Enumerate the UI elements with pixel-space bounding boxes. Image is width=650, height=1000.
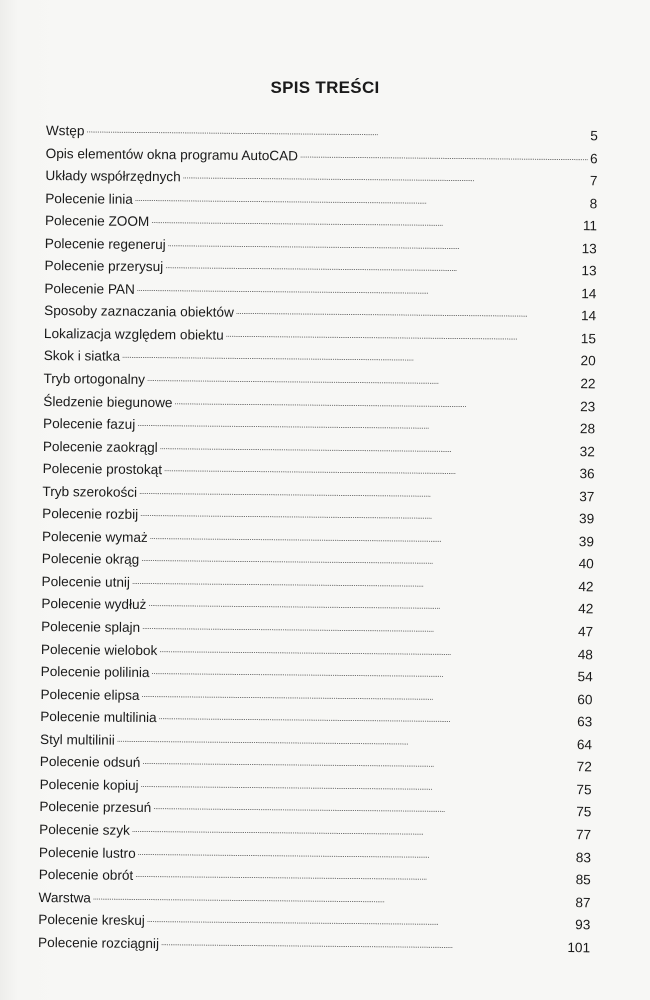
toc-entry-page-number: 13 (581, 263, 597, 279)
toc-entry-page-number: 20 (580, 353, 596, 369)
toc-dot-leader (142, 622, 576, 636)
toc-entry-page-number: 93 (575, 917, 591, 933)
toc-dot-leader (141, 780, 575, 794)
toc-entry-label: Tryb szerokości (42, 483, 138, 500)
toc-entry-page-number: 72 (576, 759, 592, 775)
toc-entry-label: Wstęp (45, 122, 85, 139)
toc-entry-label: Układy współrzędnych (45, 168, 181, 185)
toc-entry-label: Lokalizacja względem obiektu (43, 325, 224, 343)
toc-dot-leader (151, 216, 581, 230)
toc-dot-leader (153, 802, 574, 816)
toc-entry-page-number: 7 (589, 173, 598, 189)
toc-entry-label: Polecenie utnij (41, 573, 131, 590)
toc-dot-leader (141, 690, 575, 704)
toc-entry-label: Opis elementów okna programu AutoCAD (45, 145, 299, 163)
toc-entry-label: Polecenie szyk (39, 821, 130, 838)
toc-entry-page-number: 5 (590, 128, 598, 144)
toc-entry-label: Polecenie polilinia (40, 664, 150, 681)
toc-entry-label: Sposoby zaznaczania obiektów (44, 303, 234, 321)
toc-dot-leader (147, 374, 578, 388)
toc-entry-page-number: 64 (576, 736, 593, 753)
toc-dot-leader (161, 938, 565, 952)
toc-entry-label: Polecenie okrąg (41, 551, 140, 568)
toc-entry-page-number: 63 (577, 714, 593, 730)
toc-entry-label: Tryb ortogonalny (43, 371, 146, 387)
toc-dot-leader (93, 892, 574, 907)
toc-entry-label: Polecenie PAN (44, 280, 135, 297)
toc-dot-leader (175, 397, 579, 411)
toc-entry-label: Polecenie odsuń (39, 754, 141, 771)
toc-entry-label: Polecenie przerysuj (44, 258, 164, 275)
toc-entry-page-number: 36 (579, 466, 595, 482)
toc-entry-page-number: 14 (581, 285, 597, 302)
toc-dot-leader (236, 307, 579, 320)
toc-entry-label: Polecenie kopiuj (39, 776, 139, 793)
toc-dot-leader (137, 419, 578, 433)
toc-entry-page-number: 6 (590, 150, 598, 166)
toc-dot-leader (150, 532, 577, 546)
toc-dot-leader (142, 757, 574, 771)
toc-entry-label: Polecenie elipsa (40, 686, 140, 703)
toc-entry-label: Polecenie prostokąt (42, 461, 163, 478)
toc-entry-page-number: 47 (577, 624, 594, 640)
toc-entry-label: Skok i siatka (43, 348, 121, 365)
toc-dot-leader (137, 284, 580, 298)
toc-entry-page-number: 8 (589, 195, 598, 211)
toc-entry-page-number: 14 (580, 308, 597, 324)
toc-dot-leader (300, 150, 588, 163)
toc-entry-label: Polecenie wielobok (40, 641, 158, 658)
toc-entry-label: Polecenie fazuj (43, 416, 136, 432)
toc-entry-label: Polecenie multilinia (40, 709, 157, 726)
toc-entry-label: Warstwa (38, 889, 91, 906)
toc-entry-label: Śledzenie biegunowe (43, 393, 173, 410)
toc-entry-label: Polecenie regeneruj (44, 235, 166, 252)
toc-dot-leader (139, 487, 577, 501)
toc-dot-leader (132, 825, 574, 839)
toc-entry-label: Polecenie linia (45, 190, 133, 207)
toc-entry-label: Polecenie rozciągnij (38, 934, 160, 951)
toc-entry-label: Polecenie splajn (41, 619, 141, 635)
toc-entry-page-number: 87 (575, 894, 591, 910)
toc-entry-label: Polecenie zaokrągl (42, 438, 158, 455)
toc-entry-label: Polecenie rozbij (42, 506, 139, 523)
toc-entry-page-number: 83 (575, 849, 592, 865)
toc-entry-label: Polecenie lustro (38, 844, 136, 861)
toc-dot-leader (159, 645, 576, 659)
toc-entry-label: Styl multilinii (39, 731, 115, 748)
toc-dot-leader (168, 239, 580, 253)
toc-entry-page-number: 60 (577, 691, 593, 707)
toc-dot-leader (135, 193, 588, 207)
toc-dot-leader (117, 734, 575, 748)
toc-entry-page-number: 77 (575, 827, 592, 843)
toc-entry-page-number: 54 (577, 669, 593, 685)
toc-dot-leader (164, 464, 578, 478)
page-title: SPIS TREŚCI (270, 78, 380, 97)
toc-entry-page-number: 15 (580, 331, 596, 347)
toc-entry-page-number: 28 (579, 421, 596, 437)
toc-dot-leader (86, 125, 588, 140)
toc-dot-leader (140, 509, 577, 523)
toc-entry-page-number: 40 (578, 556, 594, 572)
toc-dot-leader (159, 712, 576, 726)
toc-entry-page-number: 42 (578, 579, 594, 595)
toc-entry-page-number: 75 (576, 781, 592, 798)
toc-entry-label: Polecenie przesuń (39, 799, 152, 816)
toc-entry-page-number: 39 (578, 511, 595, 527)
toc-dot-leader (151, 667, 575, 681)
toc-entry-page-number: 22 (580, 376, 596, 392)
toc-entry-label: Polecenie wymaż (41, 528, 148, 545)
toc-entry-page-number: 39 (578, 533, 595, 550)
toc-entry-label: Polecenie ZOOM (44, 213, 150, 230)
toc-dot-leader (138, 847, 574, 861)
toc-dot-leader (148, 599, 576, 613)
toc-dot-leader (147, 915, 573, 929)
toc-dot-leader (135, 870, 573, 884)
toc-dot-leader (183, 171, 588, 185)
toc-dot-leader (165, 261, 579, 275)
toc-entry-page-number: 48 (577, 646, 593, 662)
toc-entry-page-number: 75 (576, 804, 592, 820)
toc-entry-label: Polecenie wydłuż (41, 596, 147, 613)
toc-dot-leader (160, 442, 578, 456)
toc-entry-page-number: 37 (579, 488, 595, 505)
toc-entry-label: Polecenie obrót (38, 867, 134, 883)
toc-entry-page-number: 23 (580, 398, 596, 414)
toc-dot-leader (132, 577, 577, 591)
toc-entry-page-number: 13 (581, 240, 597, 257)
toc-dot-leader (122, 351, 579, 365)
toc-entry-page-number: 11 (582, 218, 598, 234)
toc-entry-page-number: 101 (567, 939, 591, 955)
toc-entry-page-number: 42 (578, 601, 594, 617)
toc-entry-label: Polecenie kreskuj (38, 912, 145, 929)
toc-dot-leader (141, 554, 576, 568)
table-of-contents (38, 120, 598, 959)
toc-dot-leader (226, 330, 579, 343)
toc-entry-page-number: 85 (575, 872, 591, 888)
toc-entry-page-number: 32 (579, 443, 595, 459)
toc-entry (38, 932, 590, 960)
